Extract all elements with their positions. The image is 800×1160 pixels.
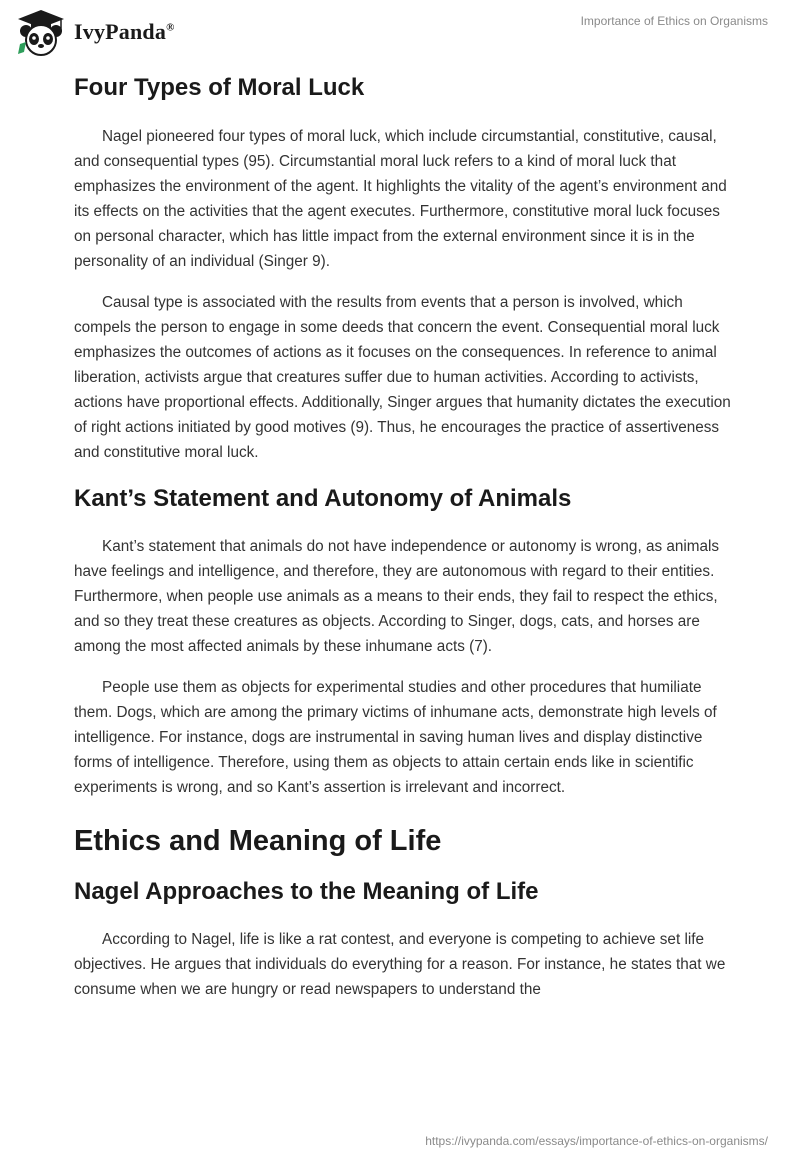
page-header [0, 0, 800, 64]
paragraph: According to Nagel, life is like a rat contest, and everyone is competing to achieve set life objectives. He argues that individuals do everything for a reason. For instance, he states that we consume when we are hungry or read newspapers to understand the [74, 931, 726, 998]
paragraph: Causal type is associated with the results from events that a person is involved, which compels the person to engage in some deeds that concern the event. Consequential moral luck emphasizes the outcomes of actions as it focuses on the consequences. In reference to animal liberation, activists argue that creatures suffer due to human activities. According to activists, actions have proportional effects. Additionally, Singer argues that humanity dictates the execution of right actions initiated by good motives (9). Thus, he encourages the practice of assertiveness and constitutive moral luck. [74, 294, 731, 461]
heading-nagel-approaches: Nagel Approaches to the Meaning of Life [74, 878, 539, 905]
paragraph: Kant’s statement that animals do not have independence or autonomy is wrong, as animals have feelings and intelligence, and therefore, they are autonomous with regard to their entities. Furthermore, when people use animals as a means to their ends, they fail to respect the ethics, and so they treat these creatures as objects. According to Singer, dogs, cats, and horses are among the most affected animals by these inhumane acts (7). [74, 538, 720, 655]
panda-graduate-icon [14, 8, 68, 56]
heading-ethics-meaning-of-life: Ethics and Meaning of Life [74, 825, 442, 857]
paragraph: People use them as objects for experimental studies and other procedures that humiliate them. Dogs, which are among the primary victims of inhumane acts, demonstrate high levels of intelligence. For instance, dogs are instrumental in saving human lives and display distinctive forms of intelligence. Therefore, using them as objects to attain certain ends like in scientific experiments is wrong, and so Kant’s assertion is irrelevant and incorrect. [74, 679, 717, 796]
heading-four-types-moral-luck: Four Types of Moral Luck [74, 74, 365, 101]
source-url[interactable]: https://ivypanda.com/essays/importance-of-ethics-on-organisms/ [425, 1134, 768, 1148]
document-title: Importance of Ethics on Organisms [580, 14, 768, 28]
heading-kant-autonomy: Kant’s Statement and Autonomy of Animals [74, 485, 572, 512]
ivypanda-logo[interactable] [14, 8, 175, 56]
essay-content [74, 70, 734, 1002]
paragraph: Nagel pioneered four types of moral luck, which include circumstantial, constitutive, causal, and consequential types (95). Circumstantial moral luck refers to a kind of moral luck that emphasizes the environment of the agent. It highlights the vitality of the agent’s environment and its effects on the activities that the agent executes. Furthermore, constitutive moral luck focuses on personal character, which has little impact from the external environment since it is in the personality of an individual (Singer 9). [74, 128, 727, 270]
logo-wordmark [74, 19, 175, 45]
logo-text: IvyPanda [74, 19, 167, 44]
registered-mark: ® [166, 21, 175, 34]
